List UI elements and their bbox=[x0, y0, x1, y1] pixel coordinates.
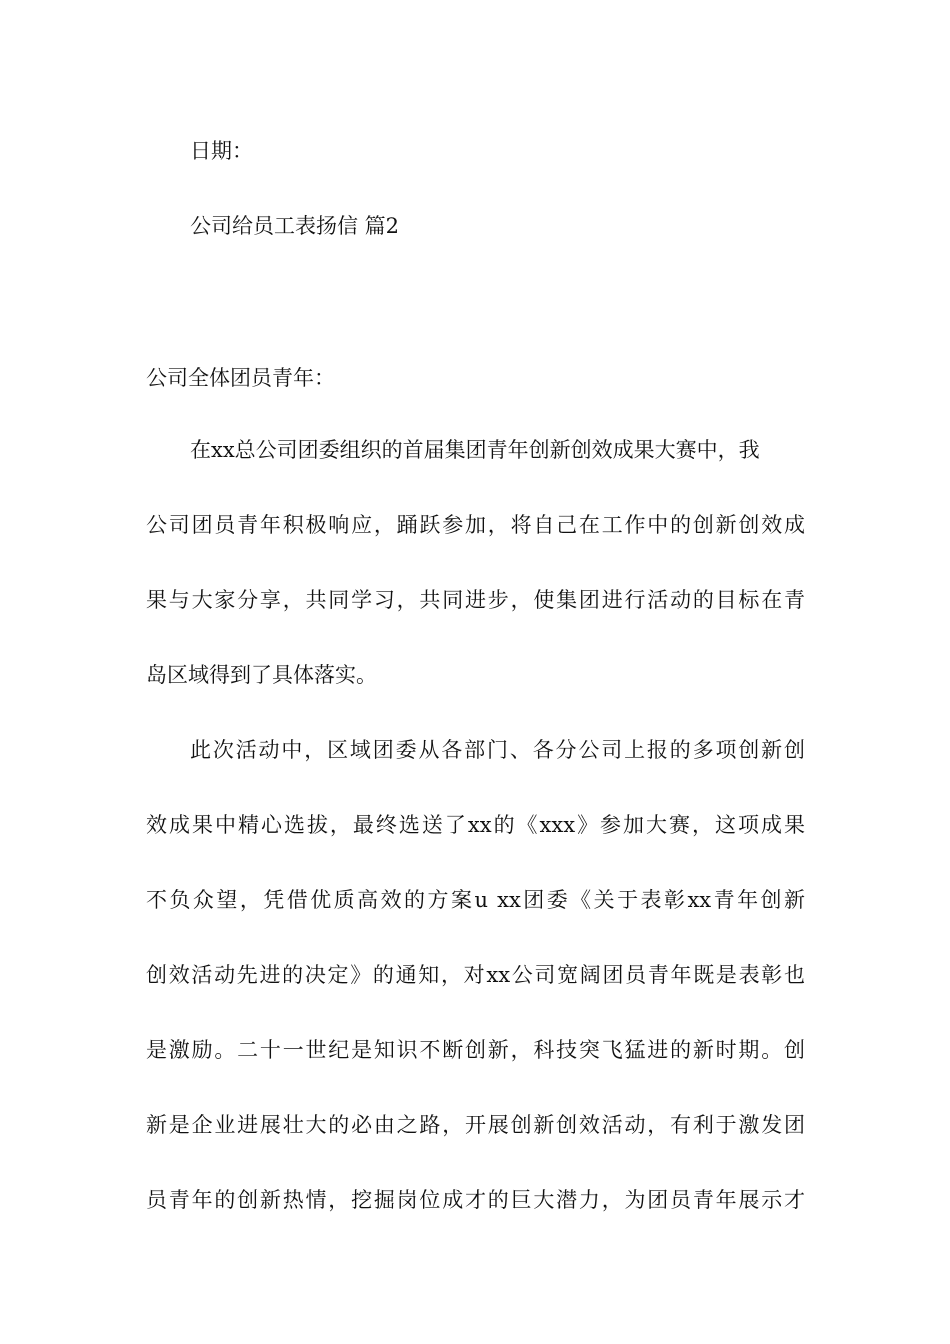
date-label: 日期： bbox=[190, 139, 253, 163]
paragraph2-line-text: 新是企业进展壮大的必由之路，开展创新创效活动，有利于激发团 bbox=[146, 1113, 805, 1137]
paragraph1-line-text: 公司团员青年积极响应，踊跃参加，将自己在工作中的创新创效成 bbox=[146, 513, 805, 537]
paragraph1-line-text: 果与大家分享，共同学习，共同进步，使集团进行活动的目标在青 bbox=[146, 588, 805, 612]
paragraph2-line-text: 此次活动中，区域团委从各部门、各分公司上报的多项创新创 bbox=[190, 738, 805, 762]
paragraph2-line-text: 不负众望，凭借优质高效的方案u xx团委《关于表彰xx青年创新 bbox=[146, 888, 805, 912]
paragraph1-line-text: 岛区域得到了具体落实。 bbox=[146, 663, 377, 687]
paragraph1-line-text: 在xx总公司团委组织的首届集团青年创新创效成果大赛中，我 bbox=[190, 438, 760, 462]
letter-title: 公司给员工表扬信 篇2 bbox=[190, 214, 400, 238]
salutation: 公司全体团员青年： bbox=[146, 366, 335, 390]
paragraph2-line-text: 效成果中精心选拔，最终选送了xx的《xxx》参加大赛，这项成果 bbox=[146, 813, 805, 837]
paragraph2-line-text: 员青年的创新热情，挖掘岗位成才的巨大潜力，为团员青年展示才 bbox=[146, 1188, 805, 1212]
paragraph2-line-text: 创效活动先进的决定》的通知，对xx公司宽阔团员青年既是表彰也 bbox=[146, 963, 805, 987]
paragraph2-line-text: 是激励。二十一世纪是知识不断创新，科技突飞猛进的新时期。创 bbox=[146, 1038, 805, 1062]
